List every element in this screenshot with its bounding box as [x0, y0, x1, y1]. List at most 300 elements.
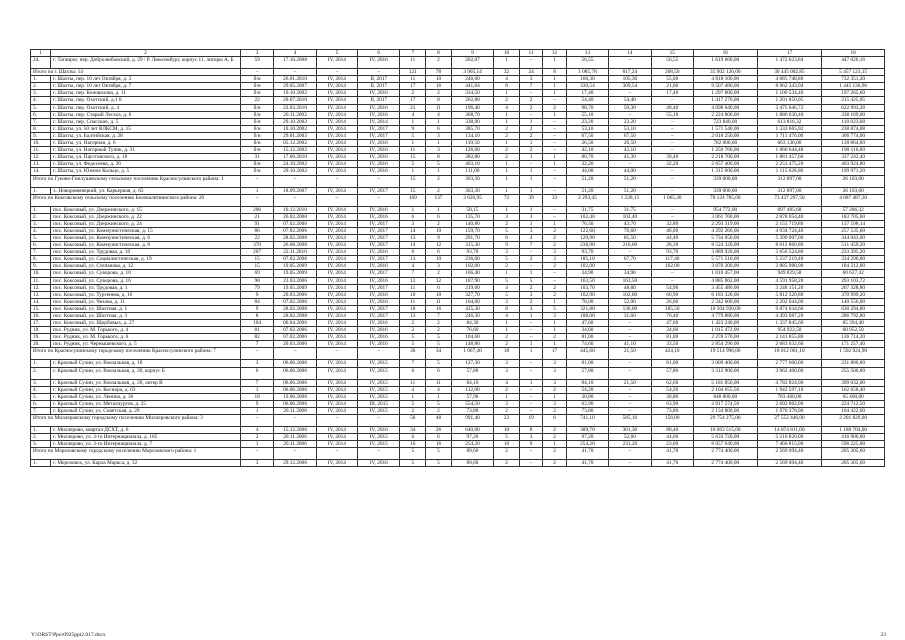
table-cell: IV, 2014	[316, 206, 357, 213]
table-cell: –	[651, 132, 693, 139]
table-cell: 3 455 480,00	[693, 284, 757, 291]
table-cell: 949 829,58	[757, 270, 822, 277]
table-cell: 28.02.2008	[274, 305, 316, 312]
column-number: 18	[822, 50, 885, 57]
table-cell: 136 714,20	[822, 334, 885, 341]
table-cell: 33	[543, 194, 566, 206]
table-cell: 3	[543, 313, 566, 320]
table-cell: 187,90	[451, 277, 493, 284]
table-cell: 741,10	[566, 415, 608, 427]
table-cell: 1 201 850,05	[757, 97, 822, 104]
table-cell: 06.06.2006	[274, 360, 316, 367]
table-row	[31, 434, 885, 441]
subtotal-label: Итого по Миллеровскому городскому поселению Миллеровского района: 3	[31, 415, 241, 427]
table-cell: 102,40	[609, 213, 651, 220]
table-row	[31, 187, 885, 194]
table-cell: –	[519, 460, 542, 467]
table-cell: 9 874 634,60	[757, 305, 822, 312]
table-cell: 3	[240, 460, 273, 467]
table-cell: IV, 2016	[358, 168, 400, 175]
address-cell: г. Шахты, ул. Южное Кольцо, д. 5	[51, 168, 241, 175]
table-cell: 20.03.2006	[274, 341, 316, 348]
table-cell: 06.06.2006	[274, 400, 316, 407]
table-cell: 54,20	[566, 386, 608, 393]
table-cell: 1	[543, 161, 566, 168]
table-cell: 3	[519, 76, 542, 83]
table-row	[31, 291, 885, 298]
table-cell: 93,70	[651, 249, 693, 256]
address-cell: пос. Коксовый, ул. Тургенева, д. 16	[51, 291, 241, 298]
table-cell: 1	[543, 154, 566, 161]
table-cell: 338,90	[451, 118, 493, 125]
table-cell: 1 188 704,00	[822, 427, 885, 434]
table-cell: IV, 2014	[316, 460, 357, 467]
address-cell: пос. Коксовый, ул. Дзержинского, д. 22	[51, 213, 241, 220]
table-cell: 164 422,00	[822, 407, 885, 414]
table-cell: IV, 2016	[358, 140, 400, 147]
table-row	[31, 220, 885, 227]
table-cell: –	[543, 118, 566, 125]
table-cell: 31,75	[609, 206, 651, 213]
table-cell: 2	[494, 407, 520, 414]
table-cell: IV, 2014	[316, 393, 357, 400]
file-path: Y:\ORST\Ppo\0925ppt2.017.docx	[31, 632, 106, 638]
table-cell: 3	[426, 132, 452, 139]
table-cell: 2 202 044,00	[757, 298, 822, 305]
table-cell: IV, 2014	[316, 234, 357, 241]
table-cell: 6	[400, 367, 426, 379]
table-cell: 312 897,00	[757, 175, 822, 187]
table-cell: 7	[240, 341, 273, 348]
table-cell: 5	[400, 400, 426, 407]
table-cell: 8 524 320,00	[693, 242, 757, 249]
table-cell: 80,70	[566, 154, 608, 161]
table-cell: 1 711 476,00	[757, 132, 822, 139]
table-cell: 10	[426, 256, 452, 263]
table-cell: 4	[494, 284, 520, 291]
table-row	[31, 327, 885, 334]
table-cell: 11	[400, 379, 426, 386]
address-cell: г. Шахты, ул. 50 лет ВЛКСМ, д. 15	[51, 125, 241, 132]
table-cell: 136,00	[609, 305, 651, 312]
table-cell: 41,70	[566, 448, 608, 460]
table-cell: 1	[494, 111, 520, 118]
table-cell: 30,80	[651, 393, 693, 400]
table-cell: IV, 2014	[316, 386, 357, 393]
table-row	[31, 168, 885, 175]
table-cell: 5	[400, 448, 426, 460]
subtotal-row	[31, 448, 885, 460]
column-number: 5	[316, 50, 357, 57]
table-cell: 205 305,60	[822, 460, 885, 467]
table-cell: 67,50	[566, 132, 608, 139]
table-cell: IV, 2017	[358, 125, 400, 132]
table-cell: 19.05.2009	[274, 263, 316, 270]
table-cell: 19.05.2009	[274, 270, 316, 277]
address-cell: г. Шахты, пер. Коновалова, д. 11	[51, 90, 241, 97]
table-cell: 73,80	[566, 407, 608, 414]
table-cell: IV, 2014	[316, 305, 357, 312]
table-cell: 21,50	[609, 348, 651, 360]
table-cell: 17.	[31, 320, 51, 327]
table-cell: 5	[494, 256, 520, 263]
table-cell: 98	[240, 277, 273, 284]
table-cell: 441,64	[451, 83, 493, 90]
table-cell: 12	[426, 277, 452, 284]
address-cell: пос. Коксовый, ул. Шахтная, д. 3	[51, 313, 241, 320]
table-cell: 8	[426, 97, 452, 104]
table-cell: 29.05.2007	[274, 83, 316, 90]
table-cell: 991,40	[451, 415, 493, 427]
table-row	[31, 277, 885, 284]
table-cell: 07.02.2006	[274, 327, 316, 334]
table-cell: 91	[240, 220, 273, 227]
table-cell: 197 265,60	[822, 90, 885, 97]
table-cell: 17.10.2008	[274, 57, 316, 69]
table-cell: 5 633 720,00	[693, 434, 757, 441]
table-cell: 97,20	[451, 434, 493, 441]
table-cell: 27 552 446,00	[757, 415, 822, 427]
table-cell: 246,00	[451, 76, 493, 83]
subtotal-label: Итого по Красносулинскому городскому поселению Красносулинского района: 7	[31, 348, 241, 360]
address-cell: г. Шахты, ул. Федосеева, д. 36	[51, 161, 241, 168]
table-cell: 5 571 510,00	[693, 256, 757, 263]
table-cell: 6	[400, 213, 426, 220]
table-cell: 3 905,14	[451, 69, 493, 76]
table-cell: IV, 2014	[316, 249, 357, 256]
table-cell: 2	[543, 460, 566, 467]
table-cell: 104	[240, 320, 273, 327]
table-cell: –	[609, 57, 651, 69]
table-cell: 1	[426, 393, 452, 400]
table-cell: 34,90	[609, 270, 651, 277]
table-cell: –	[358, 448, 400, 460]
table-cell: 72	[494, 194, 520, 206]
table-cell: IV, 2014	[316, 83, 357, 90]
table-cell: IV, 2014	[316, 147, 357, 154]
table-cell: 3	[519, 227, 542, 234]
table-cell: 10	[426, 291, 452, 298]
table-cell: 339 000,00	[693, 187, 757, 194]
table-cell: 4	[426, 386, 452, 393]
table-cell: 11	[400, 298, 426, 305]
table-cell: 9 507 480,00	[693, 83, 757, 90]
table-cell: 185,10	[566, 256, 608, 263]
table-cell: 1	[494, 118, 520, 125]
table-cell: –	[274, 69, 316, 76]
table-cell: II, 2017	[358, 83, 400, 90]
table-cell: 368,70	[451, 111, 493, 118]
table-cell: –	[274, 175, 316, 187]
table-cell: 897 485,68	[757, 206, 822, 213]
table-cell: IV, 2014	[316, 256, 357, 263]
table-cell: 291,70	[451, 234, 493, 241]
table-cell: 1	[494, 90, 520, 97]
table-cell: 205 305,60	[822, 448, 885, 460]
table-cell: 159,70	[451, 227, 493, 234]
table-cell: 103,70	[566, 284, 608, 291]
table-cell: 102,00	[609, 291, 651, 298]
table-cell: 3	[519, 213, 542, 220]
table-cell: 1	[543, 298, 566, 305]
table-cell: IV, 2014	[316, 227, 357, 234]
table-cell: 1.	[31, 76, 51, 83]
table-cell: IV, 2016	[358, 263, 400, 270]
table-cell: 2 917 574,50	[693, 400, 757, 407]
table-cell: 34,60	[566, 327, 608, 334]
table-cell: 848 800,00	[693, 393, 757, 400]
table-cell: 13	[400, 313, 426, 320]
table-cell: –	[519, 263, 542, 270]
table-cell: 1	[519, 140, 542, 147]
table-cell: б/н	[240, 147, 273, 154]
table-cell: 21	[400, 104, 426, 111]
table-cell: 5	[494, 434, 520, 441]
table-cell: –	[358, 415, 400, 427]
table-cell: 6.	[31, 242, 51, 249]
table-cell: 1	[543, 441, 566, 448]
table-cell: 169	[400, 194, 426, 206]
table-cell: 210,60	[609, 242, 651, 249]
table-cell: 4	[426, 111, 452, 118]
table-cell: IV, 2014	[316, 57, 357, 69]
table-cell: 10.10.2002	[274, 125, 316, 132]
table-cell: 53,10	[609, 125, 651, 132]
table-cell: II, 2017	[358, 97, 400, 104]
table-cell: 312 897,00	[757, 187, 822, 194]
table-cell: 585,10	[609, 415, 651, 427]
table-cell: 2	[426, 407, 452, 414]
table-cell: 10 504 930,00	[693, 305, 757, 312]
page-footer	[31, 632, 886, 639]
table-cell: 21,00	[651, 83, 693, 90]
table-cell: 3	[519, 434, 542, 441]
table-cell: 1 619 660,00	[693, 57, 757, 69]
address-cell: г. Шахты, пер. Охотский, д. 4	[51, 104, 241, 111]
table-cell: 34	[426, 348, 452, 360]
table-cell: 954 922,50	[757, 327, 822, 334]
table-cell: 403 924,80	[822, 161, 885, 168]
table-cell: 8.	[31, 125, 51, 132]
table-cell: 1 297 800,00	[693, 90, 757, 97]
table-cell: 55,00	[651, 76, 693, 83]
table-cell: 84	[240, 298, 273, 305]
table-cell: IV, 2016	[358, 460, 400, 467]
table-cell: 62,60	[651, 379, 693, 386]
table-row	[31, 132, 885, 139]
table-cell: 199 971,20	[822, 168, 885, 175]
table-cell: 44,40	[651, 234, 693, 241]
table-cell: 5 181 856,00	[693, 379, 757, 386]
table-cell: 22.03.2010	[274, 104, 316, 111]
table-cell: 73,80	[651, 407, 693, 414]
table-cell: 41,70	[651, 460, 693, 467]
table-cell: 12	[400, 277, 426, 284]
table-cell: 5	[494, 277, 520, 284]
table-row	[31, 427, 885, 434]
table-cell: 9	[400, 125, 426, 132]
table-cell: 22.11.2010	[274, 249, 316, 256]
table-cell: 5	[543, 305, 566, 312]
address-cell: пос. Коксовый, ул. Социалистическая, д. 19	[51, 256, 241, 263]
column-number: 3	[240, 50, 273, 57]
table-cell: 2	[543, 242, 566, 249]
page-number: 23	[880, 632, 886, 638]
address-cell: пос. Рудник, ул. М. Горького, д. 6	[51, 334, 241, 341]
table-cell: 1.	[31, 187, 51, 194]
table-cell: 93,70	[451, 249, 493, 256]
table-cell: 10.12.2010	[274, 206, 316, 213]
table-cell: 1	[519, 187, 542, 194]
table-cell: –	[240, 69, 273, 76]
table-cell: 3 062 400,00	[757, 367, 822, 379]
table-cell: 1	[400, 140, 426, 147]
table-cell: 17	[400, 97, 426, 104]
table-cell: 53,10	[566, 125, 608, 132]
table-cell: –	[543, 175, 566, 187]
column-number: 11	[519, 50, 542, 57]
table-cell: 67,70	[609, 256, 651, 263]
table-row	[31, 379, 885, 386]
table-cell: 3	[494, 360, 520, 367]
table-cell: 233 395,20	[822, 249, 885, 256]
table-cell: 81,00	[651, 334, 693, 341]
table-cell: 29 754 275,00	[693, 415, 757, 427]
table-cell: 13.	[31, 291, 51, 298]
table-cell: IV, 2014	[316, 97, 357, 104]
table-cell: 126,00	[451, 147, 493, 154]
table-cell: 1	[494, 270, 520, 277]
table-row	[31, 298, 885, 305]
table-cell: 338 169,60	[822, 111, 885, 118]
table-row	[31, 386, 885, 393]
table-cell: 1	[400, 393, 426, 400]
table-cell: 14	[400, 227, 426, 234]
table-cell: 54,40	[609, 97, 651, 104]
table-cell: 5	[426, 400, 452, 407]
table-cell: 1	[519, 348, 542, 360]
table-cell: 3 626,95	[451, 194, 493, 206]
table-cell: –	[543, 140, 566, 147]
column-number: 7	[400, 50, 426, 57]
table-cell: 5	[426, 360, 452, 367]
table-cell: –	[609, 263, 651, 270]
table-cell: 108,00	[566, 313, 608, 320]
table-cell: IV, 2015	[358, 434, 400, 441]
table-cell: 162 058,40	[822, 386, 885, 393]
table-cell: 137 598,14	[822, 220, 885, 227]
table-cell: 2	[543, 407, 566, 414]
table-cell: IV, 2014	[316, 263, 357, 270]
column-number: 9	[451, 50, 493, 57]
table-cell: 1 015 472,00	[693, 327, 757, 334]
table-cell: 2 278 570,00	[693, 334, 757, 341]
table-cell: 26.01.2010	[274, 76, 316, 83]
column-number: 13	[566, 50, 608, 57]
table-cell: 306 774,00	[822, 132, 885, 139]
table-cell: 339 000,00	[693, 175, 757, 187]
table-cell: 4	[400, 263, 426, 270]
table-cell: 334 290,60	[822, 256, 885, 263]
table-cell: 1	[543, 83, 566, 90]
address-cell: пос. Коксовый, ул. Коммунистическая, д. 15	[51, 227, 241, 234]
table-cell: IV, 2016	[358, 147, 400, 154]
table-cell: –	[316, 175, 357, 187]
column-number: 17	[757, 50, 822, 57]
table-cell: 2	[543, 263, 566, 270]
table-cell: 254,20	[451, 441, 493, 448]
table-cell: 10.	[31, 140, 51, 147]
table-cell: 255 500,00	[822, 367, 885, 379]
table-cell: –	[543, 168, 566, 175]
table-cell: 85 394,40	[822, 320, 885, 327]
table-cell: 30,80	[566, 393, 608, 400]
table-row	[31, 111, 885, 118]
table-cell: IV, 2014	[316, 400, 357, 407]
table-cell: 48,80	[609, 284, 651, 291]
table-cell: 81	[240, 327, 273, 334]
table-cell: III, 2015	[358, 400, 400, 407]
table-cell: –	[609, 90, 651, 97]
table-cell: 3	[494, 367, 520, 379]
table-cell: 4	[494, 76, 520, 83]
table-cell: IV, 2014	[316, 213, 357, 220]
table-cell: 56	[400, 415, 426, 427]
table-cell: 07.02.2006	[274, 256, 316, 263]
table-cell: 2	[494, 341, 520, 348]
table-cell: 2 878 054,40	[757, 213, 822, 220]
table-cell: –	[519, 320, 542, 327]
address-cell: г. Шахты, пер. 10 лет Октября, д. 3	[51, 76, 241, 83]
table-cell: 2	[519, 104, 542, 111]
table-cell: –	[358, 69, 400, 76]
table-cell: 3	[400, 220, 426, 227]
column-number: 2	[51, 50, 241, 57]
table-cell: IV, 2014	[316, 360, 357, 367]
table-cell: 43,70	[609, 220, 651, 227]
table-cell: 370	[240, 242, 273, 249]
table-cell: 55,10	[651, 111, 693, 118]
table-cell: IV, 2014	[316, 367, 357, 379]
table-cell: –	[240, 415, 273, 427]
address-cell: г. Шахты, ул. Балтийская, д. 28	[51, 132, 241, 139]
table-cell: 24.10.2002	[274, 161, 316, 168]
table-cell: 148,80	[451, 341, 493, 348]
table-cell: IV, 2017	[358, 220, 400, 227]
table-cell: 1	[543, 393, 566, 400]
table-cell: 2	[519, 284, 542, 291]
table-row	[31, 360, 885, 367]
table-cell: 5	[426, 448, 452, 460]
table-cell: 363,30	[451, 175, 493, 187]
table-cell: 162,90	[566, 291, 608, 298]
table-cell: –	[240, 194, 273, 206]
column-number-row	[31, 50, 885, 57]
table-cell: 23,20	[609, 118, 651, 125]
table-cell: –	[519, 393, 542, 400]
table-cell: 67,50	[609, 132, 651, 139]
table-cell: 51,20	[566, 187, 608, 194]
table-cell: 3	[494, 213, 520, 220]
table-cell: 1	[240, 407, 273, 414]
table-cell: 06.06.2006	[274, 386, 316, 393]
table-cell: 1 060 644,48	[757, 147, 822, 154]
table-cell: 163,50	[609, 277, 651, 284]
table-cell: 1	[494, 206, 520, 213]
table-row	[31, 305, 885, 312]
table-cell: 17	[543, 348, 566, 360]
table-cell: б/н	[240, 161, 273, 168]
